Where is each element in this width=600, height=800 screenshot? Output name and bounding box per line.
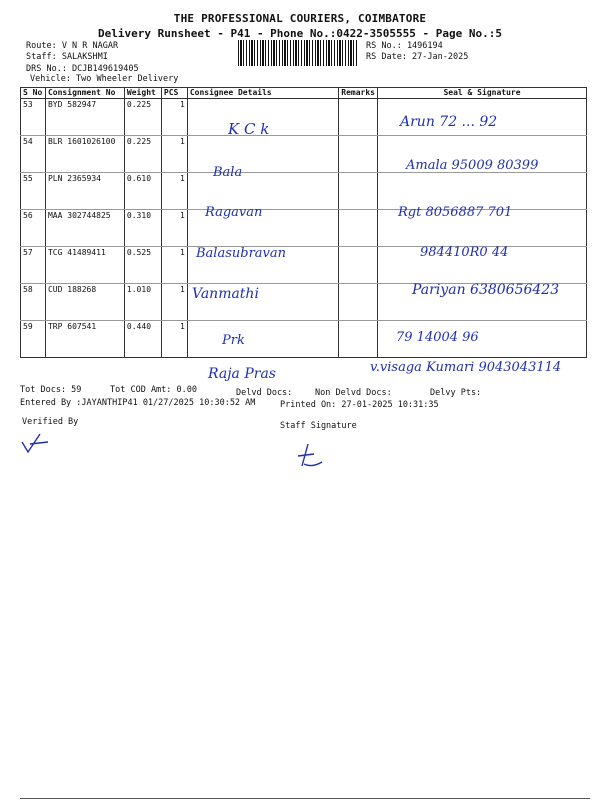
scan-edge-line — [20, 798, 590, 799]
staff-label: Staff: SALAKSHMI — [26, 52, 108, 62]
handwritten-consignee: Balasubravan — [196, 246, 287, 261]
non-delivered-docs: Non Delvd Docs: — [315, 388, 392, 398]
cell-pcs: 1 — [161, 247, 187, 284]
staff-signature-mark — [292, 442, 332, 470]
handwritten-extra: Raja Pras — [208, 366, 276, 382]
table-row — [21, 99, 587, 136]
runsheet-table — [20, 87, 587, 358]
verified-signature — [18, 430, 58, 456]
handwritten-signature: Rgt 8056887 701 — [398, 205, 513, 220]
handwritten-consignee: Vanmathi — [192, 286, 259, 302]
cell-sno: 54 — [21, 136, 46, 173]
handwritten-signature: 79 14004 96 — [396, 330, 479, 345]
cell-sno: 59 — [21, 321, 46, 358]
table-row — [21, 173, 587, 210]
handwritten-consignee: K C k — [228, 120, 270, 138]
cell-pcs: 1 — [161, 99, 187, 136]
table-row — [21, 321, 587, 358]
cell-consignment: CUD 188268 — [45, 284, 124, 321]
cell-weight: 0.525 — [124, 247, 161, 284]
drs-label: DRS No.: DCJB149619405 — [26, 64, 139, 74]
handwritten-consignee: Bala — [213, 165, 243, 180]
total-cod: Tot COD Amt: 0.00 — [110, 385, 197, 395]
cell-sno: 58 — [21, 284, 46, 321]
cell-consignment: MAA 302744825 — [45, 210, 124, 247]
cell-pcs: 1 — [161, 136, 187, 173]
vehicle-label: Vehicle: Two Wheeler Delivery — [30, 74, 179, 84]
cell-sno: 56 — [21, 210, 46, 247]
verified-by-label: Verified By — [22, 417, 79, 427]
cell-pcs: 1 — [161, 210, 187, 247]
handwritten-signature: Arun 72 ... 92 — [400, 114, 498, 130]
cell-consignment: BLR 1601026100 — [45, 136, 124, 173]
cell-weight: 0.225 — [124, 99, 161, 136]
cell-weight: 1.010 — [124, 284, 161, 321]
rs-date: RS Date: 27-Jan-2025 — [366, 52, 469, 62]
col-weight: Weight — [124, 88, 161, 99]
col-consignee: Consignee Details — [187, 88, 338, 99]
printed-on: Printed On: 27-01-2025 10:31:35 — [280, 400, 439, 410]
barcode — [238, 40, 358, 66]
document-title: THE PROFESSIONAL COURIERS, COIMBATORE — [173, 12, 427, 25]
staff-signature-label: Staff Signature — [280, 421, 357, 431]
cell-weight: 0.225 — [124, 136, 161, 173]
handwritten-consignee: Prk — [222, 333, 245, 348]
cell-consignment: TRP 607541 — [45, 321, 124, 358]
cell-pcs: 1 — [161, 321, 187, 358]
handwritten-signature: Pariyan 6380656423 — [412, 282, 560, 298]
cell-consignment: PLN 2365934 — [45, 173, 124, 210]
col-seal-signature: Seal & Signature — [378, 88, 587, 99]
delivery-points: Delvy Pts: — [430, 388, 482, 398]
col-pcs: PCS — [161, 88, 187, 99]
cell-consignment: TCG 41489411 — [45, 247, 124, 284]
rs-number: RS No.: 1496194 — [366, 41, 443, 51]
cell-weight: 0.310 — [124, 210, 161, 247]
handwritten-consignee: Ragavan — [205, 205, 263, 220]
cell-pcs: 1 — [161, 173, 187, 210]
cell-sno: 57 — [21, 247, 46, 284]
document-subtitle: Delivery Runsheet - P41 - Phone No.:0422-3505555 - Page No.:5 — [98, 27, 502, 40]
col-remarks: Remarks — [339, 88, 378, 99]
entered-by: Entered By :JAYANTHIP41 01/27/2025 10:30:52 AM — [20, 398, 256, 408]
col-consignment: Consignment No — [45, 88, 124, 99]
cell-weight: 0.440 — [124, 321, 161, 358]
total-docs: Tot Docs: 59 — [20, 385, 82, 395]
table-header-row — [21, 88, 587, 99]
cell-weight: 0.610 — [124, 173, 161, 210]
cell-pcs: 1 — [161, 284, 187, 321]
delivered-docs: Delvd Docs: — [236, 388, 293, 398]
handwritten-signature: Amala 95009 80399 — [406, 158, 539, 173]
handwritten-signature: 984410R0 44 — [420, 245, 509, 260]
handwritten-signature: v.visaga Kumari 9043043114 — [370, 360, 562, 375]
cell-consignment: BYD 582947 — [45, 99, 124, 136]
col-sno: S No — [21, 88, 46, 99]
route-label: Route: V N R NAGAR — [26, 41, 119, 51]
cell-sno: 55 — [21, 173, 46, 210]
cell-sno: 53 — [21, 99, 46, 136]
